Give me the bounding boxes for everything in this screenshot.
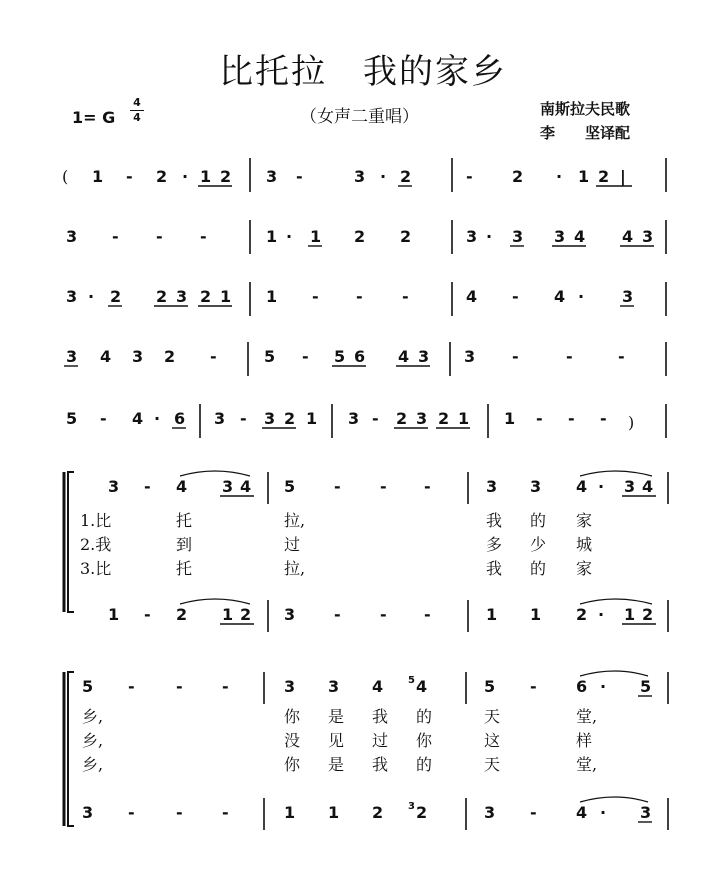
note: 4: [576, 477, 588, 496]
lyric: 没: [284, 731, 301, 750]
lyric: 我: [486, 559, 503, 578]
dash: -: [144, 477, 151, 496]
dash: -: [530, 803, 537, 822]
note: 2: [642, 605, 654, 624]
note: 3: [66, 227, 78, 246]
system-bracket: [68, 472, 74, 612]
dash: -: [222, 803, 229, 822]
intro-line-3: [66, 282, 666, 316]
tie: [580, 471, 652, 476]
note: 3: [222, 477, 234, 496]
note: 5: [484, 677, 496, 696]
dash: -: [372, 409, 379, 428]
lyric: 乡,: [82, 755, 104, 774]
note: 2: [156, 167, 168, 186]
note: 2: [416, 803, 428, 822]
note: 2: [372, 803, 384, 822]
credit-translator: 李 坚译配: [540, 124, 631, 142]
time-signature-bottom: 4: [130, 110, 144, 125]
note: 3: [640, 803, 652, 822]
dash: -: [512, 347, 519, 366]
note: 3: [266, 167, 278, 186]
note: 1: [624, 605, 636, 624]
lyric: 过: [372, 731, 389, 750]
note: 2: [284, 409, 296, 428]
lyric: 家: [576, 559, 593, 578]
note: 4: [466, 287, 478, 306]
note: 3: [530, 477, 542, 496]
note: 3: [466, 227, 478, 246]
dash: -: [334, 605, 341, 624]
note: 3: [214, 409, 226, 428]
note: 1: [284, 803, 296, 822]
dash: -: [312, 287, 319, 306]
dot: ·: [578, 287, 585, 306]
tie: [580, 797, 648, 802]
note: 5: [66, 409, 78, 428]
note: 5: [334, 347, 346, 366]
note: 1: [220, 287, 232, 306]
note: 2: [220, 167, 232, 186]
dot: 1: [578, 167, 590, 186]
note: 5: [82, 677, 94, 696]
lyric: 见: [328, 731, 345, 750]
note: 3: [416, 409, 428, 428]
note: 3: [642, 227, 654, 246]
lyric: 城: [576, 535, 593, 554]
lyric: 托: [176, 511, 193, 530]
dash: -: [402, 287, 409, 306]
note: 6: [174, 409, 186, 428]
tie: [180, 599, 250, 604]
lyric: 到: [176, 535, 193, 554]
lyric: 天: [484, 707, 501, 726]
key-signature: 1= G: [72, 108, 116, 127]
note: 4: [176, 477, 188, 496]
dot: ·: [598, 605, 605, 624]
intro-line-2: [66, 220, 666, 254]
dash: -: [126, 167, 133, 186]
lyric: 你: [284, 755, 301, 774]
note: 3: [348, 409, 360, 428]
dash: -: [618, 347, 625, 366]
lyric: 乡,: [82, 731, 104, 750]
note: 2: [156, 287, 168, 306]
lyric: 拉,: [284, 511, 306, 530]
dash: -: [222, 677, 229, 696]
note: 3: [484, 803, 496, 822]
note: 3: [264, 409, 276, 428]
note: ·: [556, 167, 563, 186]
dash: 2: [512, 167, 524, 186]
note: 3: [512, 227, 524, 246]
lyric: 托: [176, 559, 193, 578]
note: 1: [486, 605, 498, 624]
system-1: [64, 471, 668, 632]
note: 1: [266, 227, 278, 246]
note: 3: [622, 287, 634, 306]
dash: -: [128, 803, 135, 822]
note: 5: [284, 477, 296, 496]
note: 4: [100, 347, 112, 366]
lyric: 堂,: [576, 755, 598, 774]
grace-note: 5: [408, 675, 415, 686]
dash: -: [296, 167, 303, 186]
subtitle: （女声二重唱）: [300, 107, 419, 127]
note: 6: [576, 677, 588, 696]
note: 1: [108, 605, 120, 624]
note: 5: [264, 347, 276, 366]
note: 3: [624, 477, 636, 496]
note: 2: [354, 227, 366, 246]
note: 2: [438, 409, 450, 428]
note: 4: [372, 677, 384, 696]
time-signature-top: 4: [133, 96, 141, 109]
note: 4: [622, 227, 634, 246]
lyric: 堂,: [576, 707, 598, 726]
note: 2: [200, 287, 212, 306]
tie: [180, 471, 250, 476]
note: 4: [574, 227, 586, 246]
note: 2: [598, 167, 610, 186]
lyric: 这: [484, 731, 501, 750]
credit-origin: 南斯拉夫民歌: [540, 100, 631, 118]
note: 3: [108, 477, 120, 496]
dot: ·: [88, 287, 95, 306]
note: 4: [554, 287, 566, 306]
note: 3: [66, 347, 78, 366]
lyric: 我: [486, 511, 503, 530]
system-bracket: [68, 672, 74, 826]
note: 3: [132, 347, 144, 366]
note: 1: [222, 605, 234, 624]
lyric: 多: [486, 535, 503, 554]
lyric: 你: [284, 707, 301, 726]
dash: -: [240, 409, 247, 428]
dash: -: [566, 347, 573, 366]
lyric: 是: [328, 707, 345, 726]
dash: -: [380, 477, 387, 496]
note: |: [620, 167, 626, 186]
dash: -: [156, 227, 163, 246]
system-2: [64, 671, 668, 830]
note: 2: [400, 227, 412, 246]
lyric: 我: [372, 755, 389, 774]
lyric: 的: [416, 755, 433, 774]
close-paren: ): [628, 413, 635, 432]
dash: -: [536, 409, 543, 428]
note: 1: [200, 167, 212, 186]
dash: -: [302, 347, 309, 366]
note: 3: [82, 803, 94, 822]
dash: -: [128, 677, 135, 696]
lyric: 我: [372, 707, 389, 726]
lyric: 的: [530, 559, 547, 578]
dot: ·: [600, 677, 607, 696]
dash: -: [200, 227, 207, 246]
dash: -: [210, 347, 217, 366]
note: 1: [458, 409, 470, 428]
dash: -: [568, 409, 575, 428]
note: 4: [576, 803, 588, 822]
lyric: 家: [576, 511, 593, 530]
dash: -: [176, 677, 183, 696]
dash: -: [380, 605, 387, 624]
dash: -: [424, 477, 431, 496]
lyric: 天: [484, 755, 501, 774]
note: 1: [92, 167, 104, 186]
dot: ·: [182, 167, 189, 186]
dot: ·: [154, 409, 161, 428]
lyric: 少: [530, 535, 547, 554]
note: 4: [240, 477, 252, 496]
note: 1: [306, 409, 318, 428]
dash: -: [356, 287, 363, 306]
note: 3: [464, 347, 476, 366]
note: 3: [354, 167, 366, 186]
note: 3: [284, 605, 296, 624]
dash: -: [176, 803, 183, 822]
note: -: [466, 167, 473, 186]
lyric: 你: [416, 731, 433, 750]
lyric: 1.比: [80, 511, 112, 530]
note: 3: [554, 227, 566, 246]
dash: -: [112, 227, 119, 246]
note: 1: [530, 605, 542, 624]
intro-line-1: [62, 158, 666, 192]
dash: -: [334, 477, 341, 496]
tie: [580, 671, 648, 676]
lyric: 拉,: [284, 559, 306, 578]
dash: -: [100, 409, 107, 428]
note: 3: [66, 287, 78, 306]
open-paren: (: [62, 167, 69, 186]
note: 4: [398, 347, 410, 366]
note: 1: [328, 803, 340, 822]
note: 2: [110, 287, 122, 306]
note: 3: [486, 477, 498, 496]
dash: -: [144, 605, 151, 624]
note: 3: [176, 287, 188, 306]
dash: -: [512, 287, 519, 306]
note: 1: [504, 409, 516, 428]
dot: ·: [598, 477, 605, 496]
lyric: 过: [284, 535, 301, 554]
lyric: 的: [530, 511, 547, 530]
lyric: 3.比: [80, 559, 112, 578]
dash: -: [530, 677, 537, 696]
note: 2: [400, 167, 412, 186]
intro-line-5: [66, 404, 666, 438]
lyric: 是: [328, 755, 345, 774]
grace-note: 3: [408, 801, 415, 812]
note: 3: [418, 347, 430, 366]
note: 4: [416, 677, 428, 696]
lyric: 乡,: [82, 707, 104, 726]
note: 2: [176, 605, 188, 624]
lyric: 样: [576, 731, 593, 750]
note: 5: [640, 677, 652, 696]
note: 3: [284, 677, 296, 696]
dash: -: [600, 409, 607, 428]
note: 1: [310, 227, 322, 246]
note: 2: [240, 605, 252, 624]
tie: [580, 599, 652, 604]
note: 2: [164, 347, 176, 366]
note: 3: [328, 677, 340, 696]
lyric: 2.我: [80, 535, 112, 554]
note: 2: [576, 605, 588, 624]
note: 2: [396, 409, 408, 428]
dot: ·: [380, 167, 387, 186]
dot: ·: [486, 227, 493, 246]
song-title: 比托拉 我的家乡: [219, 52, 507, 92]
note: 4: [642, 477, 654, 496]
note: 1: [266, 287, 278, 306]
lyric: 的: [416, 707, 433, 726]
note: 4: [132, 409, 144, 428]
dot: ·: [600, 803, 607, 822]
note: 6: [354, 347, 366, 366]
dash: -: [424, 605, 431, 624]
intro-line-4: [64, 342, 666, 376]
dot: ·: [286, 227, 293, 246]
